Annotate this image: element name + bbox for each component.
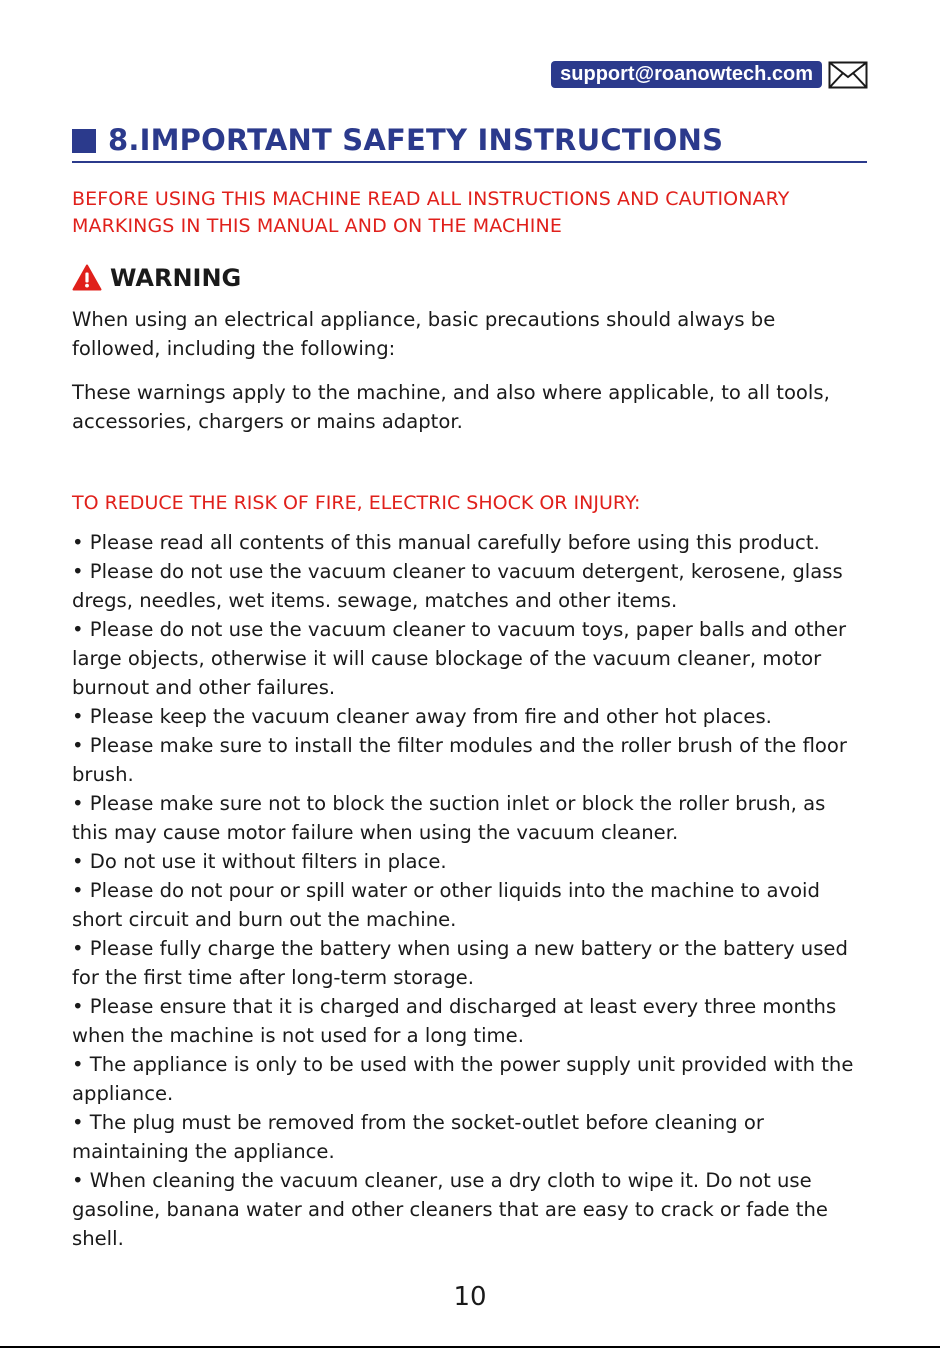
list-item: • Please fully charge the battery when using a new battery or the battery used for the first time after long-term storage. bbox=[72, 934, 867, 992]
caution-notice: BEFORE USING THIS MACHINE READ ALL INSTRUCTIONS AND CAUTIONARY MARKINGS IN THIS MANUAL AND ON THE MACHINE bbox=[72, 188, 790, 237]
list-item: • Please do not use the vacuum cleaner to vacuum detergent, kerosene, glass dregs, needles, wet items. sewage, matches and other items. bbox=[72, 557, 867, 615]
applicability-paragraph: These warnings apply to the machine, and also where applicable, to all tools, accessories, chargers or mains adaptor. bbox=[72, 381, 830, 433]
list-item: • Please ensure that it is charged and discharged at least every three months when the machine is not used for a long time. bbox=[72, 992, 867, 1050]
list-item: • Please keep the vacuum cleaner away from fire and other hot places. bbox=[72, 702, 867, 731]
list-item: • The appliance is only to be used with the power supply unit provided with the appliance. bbox=[72, 1050, 867, 1108]
list-item: • Please do not pour or spill water or other liquids into the machine to avoid short circuit and burn out the machine. bbox=[72, 876, 867, 934]
page-number: 10 bbox=[453, 1282, 487, 1312]
list-item: • When cleaning the vacuum cleaner, use a dry cloth to wipe it. Do not use gasoline, banana water and other cleaners that are easy to crack or fade the shell. bbox=[72, 1166, 867, 1253]
mail-icon bbox=[828, 61, 868, 89]
risk-heading: TO REDUCE THE RISK OF FIRE, ELECTRIC SHOCK OR INJURY: bbox=[72, 492, 641, 514]
list-item: • Please make sure not to block the suction inlet or block the roller brush, as this may cause motor failure when using the vacuum cleaner. bbox=[72, 789, 867, 847]
safety-list bbox=[72, 528, 867, 1253]
bottom-divider bbox=[0, 1346, 940, 1348]
list-item: • The plug must be removed from the socket-outlet before cleaning or maintaining the appliance. bbox=[72, 1108, 867, 1166]
list-item: • Do not use it without filters in place. bbox=[72, 847, 867, 876]
warning-triangle-icon bbox=[72, 264, 102, 291]
support-email[interactable]: support@roanowtech.com bbox=[551, 61, 822, 88]
warning-label: WARNING bbox=[110, 264, 242, 292]
title-square-icon bbox=[72, 129, 96, 153]
list-item: • Please read all contents of this manual carefully before using this product. bbox=[72, 528, 867, 557]
section-header bbox=[72, 120, 867, 163]
page-title: 8.IMPORTANT SAFETY INSTRUCTIONS bbox=[108, 123, 724, 157]
list-item: • Please make sure to install the filter modules and the roller brush of the floor brush. bbox=[72, 731, 867, 789]
list-item: • Please do not use the vacuum cleaner to vacuum toys, paper balls and other large objects, otherwise it will cause blockage of the vacuum cleaner, motor burnout and other failures. bbox=[72, 615, 867, 702]
intro-paragraph: When using an electrical appliance, basic precautions should always be followed, including the following: bbox=[72, 308, 776, 360]
